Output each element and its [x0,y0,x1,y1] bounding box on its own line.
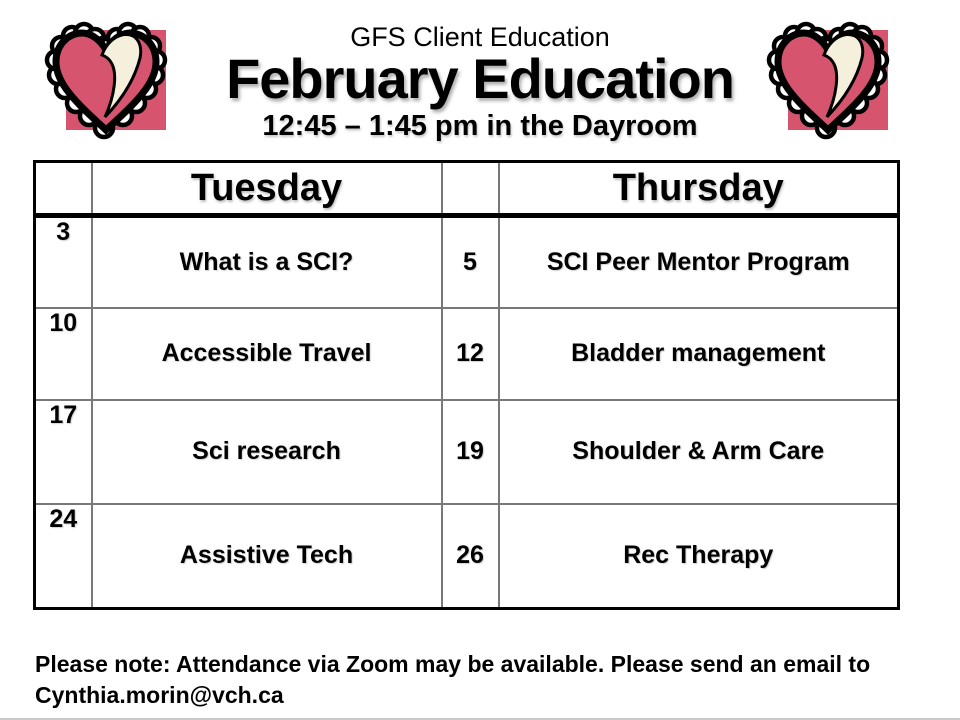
tue-topic-cell: Sci research [92,400,442,504]
tue-topic-cell: Assistive Tech [92,504,442,609]
thu-date-cell: 26 [442,504,499,609]
tue-date-cell: 10 [35,308,92,400]
table-row [35,216,899,308]
footer-note-line1: Please note: Attendance via Zoom may be available. Please send an email to [35,651,871,677]
kicker-text: GFS Client Education [350,22,610,52]
tue-date-cell: 3 [35,216,92,308]
header-empty-thu-date [442,162,499,216]
header-tuesday: Tuesday [92,162,442,216]
header-empty-tue-date [35,162,92,216]
thu-date-cell: 5 [442,216,499,308]
thu-topic-cell: Bladder management [499,308,899,400]
table-row [35,308,899,400]
footer-note-line2: Cynthia.morin@vch.ca [35,682,284,708]
footer-note [35,649,935,711]
header-thursday: Thursday [499,162,899,216]
table-header-row [35,162,899,216]
thu-date-cell: 12 [442,308,499,400]
thu-topic-cell: Rec Therapy [499,504,899,609]
tue-date-cell: 24 [35,504,92,609]
thu-topic-cell: Shoulder & Arm Care [499,400,899,504]
tue-date-cell: 17 [35,400,92,504]
table-row [35,400,899,504]
table-row [35,504,899,609]
thu-date-cell: 19 [442,400,499,504]
tue-topic-cell: What is a SCI? [92,216,442,308]
schedule-table [33,160,900,610]
page-title: February Education [226,47,734,110]
tue-topic-cell: Accessible Travel [92,308,442,400]
subtitle-time-location: 12:45 – 1:45 pm in the Dayroom [262,110,698,142]
thu-topic-cell: SCI Peer Mentor Program [499,216,899,308]
